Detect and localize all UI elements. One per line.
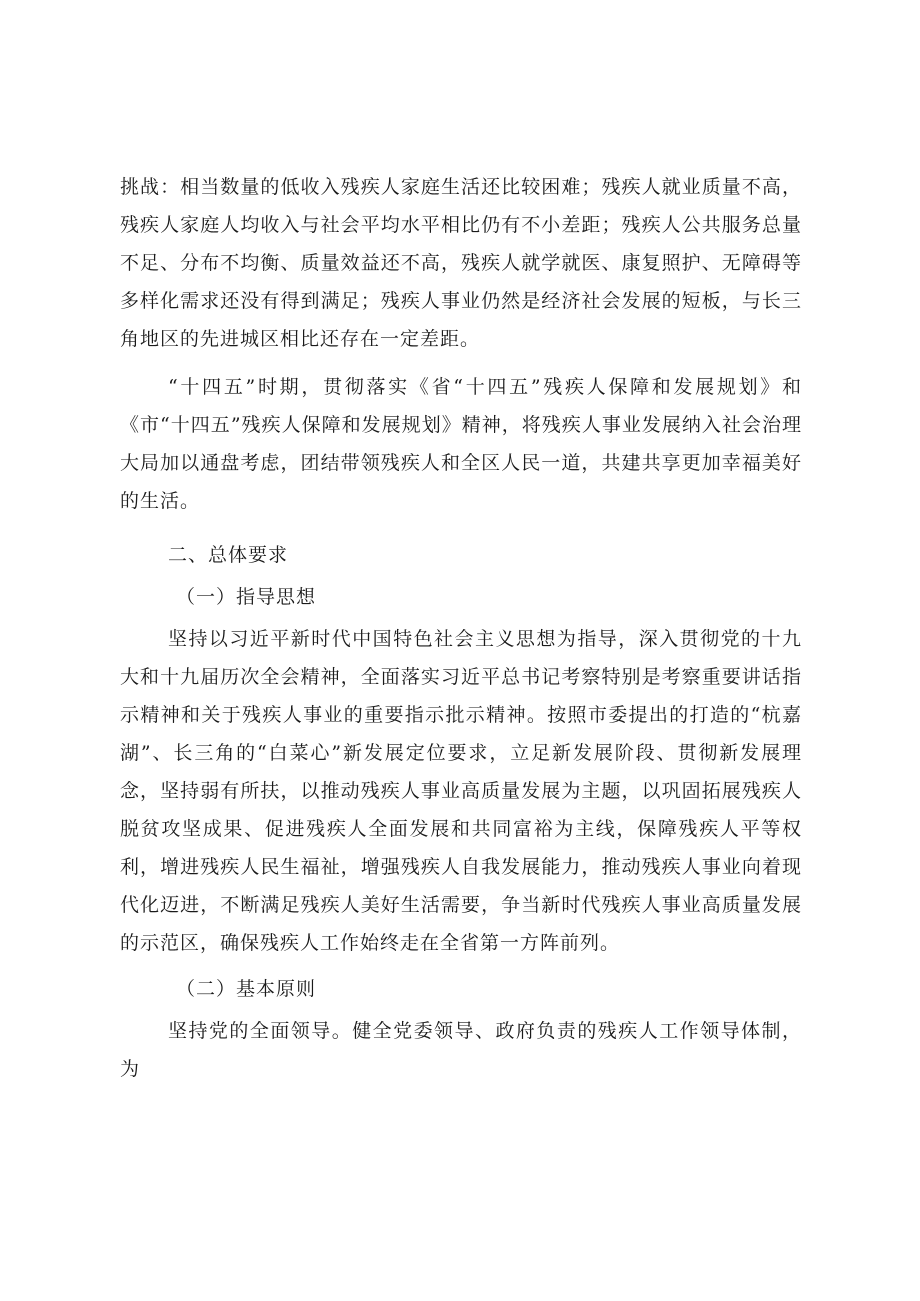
- subsection-heading-basic-principles: （二）基本原则: [176, 978, 317, 1000]
- paragraph-party-leadership: 坚持党的全面领导。健全党委领导、政府负责的残疾人工作领导体制，为: [120, 1020, 802, 1080]
- paragraph-guiding-ideology: 坚持以习近平新时代中国特色社会主义思想为指导，深入贯彻党的十九大和十九届历次全会精神，全面落实习近平总书记考察特别是考察重要讲话指示精神和关于残疾人事业的重要指示批示精神。按照市委提出的打造的“杭嘉湖”、长三角的“白菜心”新发展定位要求，立足新发展阶段、贯彻新发展理念，坚持弱有所扶，以推动残疾人事业高质量发展为主题，以巩固拓展残疾人脱贫攻坚成果、促进残疾人全面发展和共同富裕为主线，保障残疾人平等权利，增进残疾人民生福祉，增强残疾人自我发展能力，推动残疾人事业向着现代化迈进，不断满足残疾人美好生活需要，争当新时代残疾人事业高质量发展的示范区，确保残疾人工作始终走在全省第一方阵前列。: [120, 628, 802, 954]
- paragraph-fourteenth-five-year: “十四五”时期，贯彻落实《省“十四五”残疾人保障和发展规划》和《市“十四五”残疾人保障和发展规划》精神，将残疾人事业发展纳入社会治理大局加以通盘考虑，团结带领残疾人和全区人民一道，共建共享更加幸福美好的生活。: [120, 376, 802, 512]
- document-body: [120, 168, 802, 1088]
- section-heading-overall-requirements: 二、总体要求: [168, 544, 289, 566]
- subsection-heading-guiding-ideology: （一）指导思想: [176, 586, 317, 608]
- paragraph-challenges: 挑战：相当数量的低收入残疾人家庭生活还比较困难；残疾人就业质量不高，残疾人家庭人均收入与社会平均水平相比仍有不小差距；残疾人公共服务总量不足、分布不均衡、质量效益还不高，残疾人就学就医、康复照护、无障碍等多样化需求还没有得到满足；残疾人事业仍然是经济社会发展的短板，与长三角地区的先进城区相比还存在一定差距。: [120, 176, 802, 350]
